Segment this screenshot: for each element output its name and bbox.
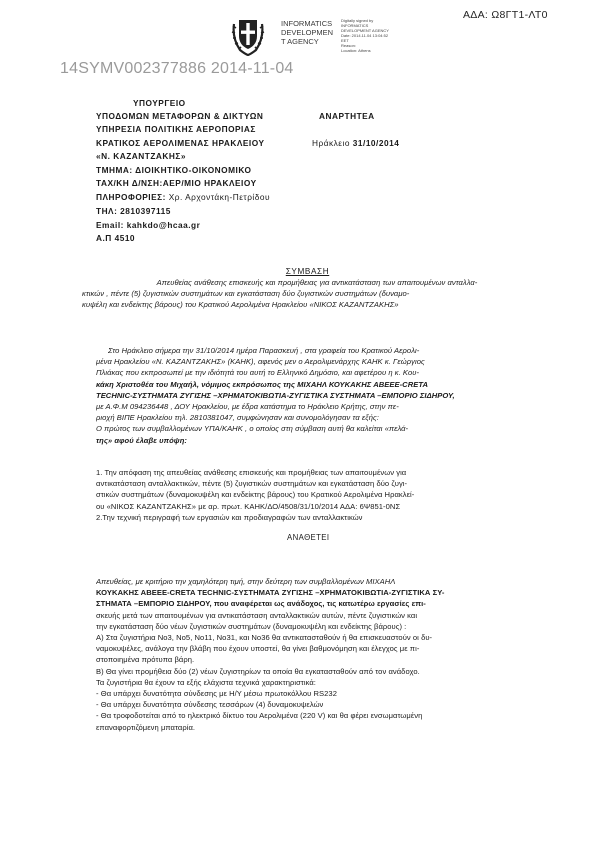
consideration-line: ου «ΝΙΚΟΣ ΚΑΖΑΝΤΖΑΚΗΣ» με αρ. πρωτ. ΚΑΗΚ/ΔΟ/4508/31/10/2014 ΑΔΑ: 6Ψ851-0ΝΣ [96,501,401,511]
ada-code: ΑΔΑ: Ω8ΓΤ1-ΛΤ0 [463,9,548,21]
airport-authority: ΚΡΑΤΙΚΟΣ ΑΕΡΟΛΙΜΕΝΑΣ ΗΡΑΚΛΕΙΟΥ [96,138,265,148]
signer-detail-line: Date: 2014.11.04 13:04:52 [341,33,389,38]
intro-line: με Α.Φ.Μ 094236448 , ΔΟΥ Ηρακλείου, με έδρα κατάστημα το Ηράκλειο Κρήτης, στην πε- [96,402,399,412]
email: Email: kahkdo@hcaa.gr [96,220,201,230]
consideration-line: αντικατάσταση ανταλλακτικών, πέντε (5) ζυγιστικών συστημάτων και εγκατάσταση δύο ζυγι- [96,479,408,489]
subject-line: Απευθείας ανάθεσης επισκευής και προμήθειας για αντικατάσταση των απαιτουμένων ανταλλα- [156,278,478,287]
date-value: 31/10/2014 [352,138,400,148]
intro-line: Ο πρώτος των συμβαλλομένων ΥΠΑ/ΚΑΗΚ , ο οποίος στη σύμβαση αυτή θα καλείται «πελά- [96,424,409,434]
ministry-name-line2: ΥΠΟΔΟΜΩΝ ΜΕΤΑΦΟΡΩΝ & ΔΙΚΤΥΩΝ [96,111,264,121]
assigns-line: ΣΤΗΜΑΤΑ –ΕΜΠΟΡΙΟ ΣΙΔΗΡΟΥ, που αναφέρεται ως ανάδοχος, τις κατωτέρω εργασίες επι- [96,599,426,609]
consideration-line: 1. Την απόφαση της απευθείας ανάθεσης επισκευής και προμήθειας των απαιτουμένων για [96,468,407,477]
signer-title-line: T AGENCY [281,37,319,46]
ministry-name: ΥΠΟΥΡΓΕΙΟ [133,98,186,108]
assigns-paragraph [96,576,556,733]
assigns-line: στοποιημένα πρότυπα βάρη. [96,655,195,665]
consideration-line: στικών συστημάτων (δυναμοκυψέλη και ενδείκτης βάρους) του Κρατικού Αερολιμένα Ηρακλεί- [96,490,415,500]
protocol-number: Α.Π 4510 [96,233,136,243]
greek-coat-of-arms-icon [230,14,266,56]
signer-detail-line: Reason: [341,43,356,48]
place-label: Ηράκλειο [312,138,353,148]
intro-line: της» αφού έλαβε υπόψη: [96,435,187,445]
assigns-line: επαναφορτιζόμενη μπαταρία. [96,722,196,732]
service-name: ΥΠΗΡΕΣΙΑ ΠΟΛΙΤΙΚΗΣ ΑΕΡΟΠΟΡΙΑΣ [96,124,256,134]
intro-paragraph [96,345,556,446]
info-value: Χρ. Αρχοντάκη-Πετρίδου [168,192,271,202]
consideration-line: 2.Την τεχνική περιγραφή των εργασιών και προδιαγραφών των ανταλλακτικών [96,512,363,522]
intro-line: Πλιάκας που εκπροσωπεί με την ιδιότητά του αυτή το Ελληνικό Δημόσιο, και αφετέρου η κ. Κου- [96,368,420,378]
digital-signature-details [341,18,421,53]
signer-title-line: INFORMATICS [281,19,333,28]
assigns-line: σκευής μετά των απαιτουμένων για αντικατάσταση ανταλλακτικών αυτών, πέντε ζυγιστικών και [96,610,418,620]
assigns-line: Απευθείας, με κριτήριο την χαμηλότερη τιμή, στην δεύτερη των συμβαλλομένων ΜΙΧΑΗΛ [96,577,396,586]
signer-detail-line: Location: Athens [341,48,371,53]
subject-line: κτικών , πέντε (5) ζυγιστικών συστημάτων και εγκατάσταση δύο ζυγιστικών συστημάτων (δυναμο- [82,289,410,299]
assigns-line: Α) Στα ζυγιστήρια Νο3, Νο5, Νο11, Νο31, και Νο36 θα αντικατασταθούν ή θα επισκευαστούν οι δυ- [96,633,433,643]
assigns-line: ΚΟΥΚΑΚΗΣ ΑΒΕΕΕ-CRETA TECHNIC-ΣΥΣΤΗΜΑΤΑ ΖΥΓΙΣΗΣ –ΧΡΗΜΑΤΟΚΙΒΩΤΙΑ-ΖΥΓΙΣΤΙΚΑ ΣΥ- [96,588,445,598]
intro-line: κάκη Χριστοθέα του Μιχαήλ, νόμιμος εκπρόσωπος της ΜΙΧΑΗΛ ΚΟΥΚΑΚΗΣ ΑΒΕΕΕ-CRETA [96,379,429,389]
signer-detail-line: DEVELOPMENT AGENCY [341,28,389,33]
assigns-line: την εγκατάσταση δύο νέων ζυγιστικών συστημάτων (δυναμοκυψέλη και ενδείκτης βάρους) : [96,621,407,631]
postal-address: ΤΑΧ/ΚΗ Δ/ΝΣΗ:ΑΕΡ/ΜΙΟ ΗΡΑΚΛΕΙΟΥ [96,178,257,188]
assigns-title: ΑΝΑΘΕΤΕΙ [287,533,330,542]
assigns-line: - Θα υπάρχει δυνατότητα σύνδεσης τεσσάρων (4) δυναμοκυψελών [96,700,324,710]
intro-line: ριοχή ΒΙΠΕ Ηρακλείου τηλ. 2810381047, συμφώνησαν και συνομολόγησαν τα εξής: [96,413,379,423]
posting-label: ΑΝΑΡΤΗΤΕΑ [319,111,375,121]
intro-line: TECHNIC-ΣΥΣΤΗΜΑΤΑ ΖΥΓΙΣΗΣ –ΧΡΗΜΑΤΟΚΙΒΩΤΙΑ-ΖΥΓΙΣΤΙΚΑ ΣΥΣΤΗΜΑΤΑ –ΕΜΠΟΡΙΟ ΣΙΔΗΡΟΥ, [96,390,455,400]
info-label: ΠΛΗΡΟΦΟΡΙΕΣ: [96,192,169,202]
assigns-line: - Θα τροφοδοτείται από το ηλεκτρικό δίκτυο του Αερολιμένα (220 V) και θα φέρει ενσωματωμένη [96,711,423,721]
airport-name: «Ν. ΚΑΖΑΝΤΖΑΚΗΣ» [96,151,186,161]
signer-title-line: DEVELOPMEN [281,28,334,37]
intro-line: Στο Ηράκλειο σήμερα την 31/10/2014 ημέρα Παρασκευή , στα γραφεία του Κρατικού Αερολι- [108,346,420,355]
contract-subject [82,277,552,311]
signer-detail-line: EET [341,38,349,43]
considerations-list [96,467,556,523]
contract-title: ΣΥΜΒΑΣΗ [285,267,330,276]
intro-line: μένα Ηρακλείου «Ν. ΚΑΖΑΝΤΖΑΚΗΣ» (ΚΑΗΚ), αφενός μεν ο Αερολιμενάρχης ΚΑΗΚ κ. Γεώργιος [96,357,425,367]
document-watermark: 14SYMV002377886 2014-11-04 [60,60,294,77]
info-contact [96,192,270,204]
signer-detail-line: Digitally signed by [341,18,374,23]
assigns-line: - Θα υπάρχει δυνατότητα σύνδεσης με Η/Υ μέσω πρωτοκόλλου RS232 [96,689,337,699]
signer-detail-line: INFORMATICS [341,23,369,28]
subject-line: κυψέλη και ενδείκτης βάρους) του Κρατικού Αερολιμένα Ηρακλείου «ΝΙΚΟΣ ΚΑΖΑΝΤΖΑΚΗΣ» [82,300,399,310]
assigns-line: Τα ζυγιστήρια θα έχουν τα εξής ελάχιστα τεχνικά χαρακτηριστικά: [96,677,316,687]
place-date [312,138,399,150]
department: ΤΜΗΜΑ: ΔΙΟΙΚΗΤΙΚΟ-ΟΙΚΟΝΟΜΙΚΟ [96,165,252,175]
assigns-line: ναμοκυψέλες, ανάλογα την βλάβη που έχουν υποστεί, θα γίνει βαθμονόμηση και έλεγχος με πι- [96,644,420,654]
phone: ΤΗΛ: 2810397115 [96,206,171,216]
assigns-line: Β) Θα γίνει προμήθεια δύο (2) νέων ζυγιστηρίων τα οποία θα εγκατασταθούν από τον ανάδοχο. [96,666,420,676]
